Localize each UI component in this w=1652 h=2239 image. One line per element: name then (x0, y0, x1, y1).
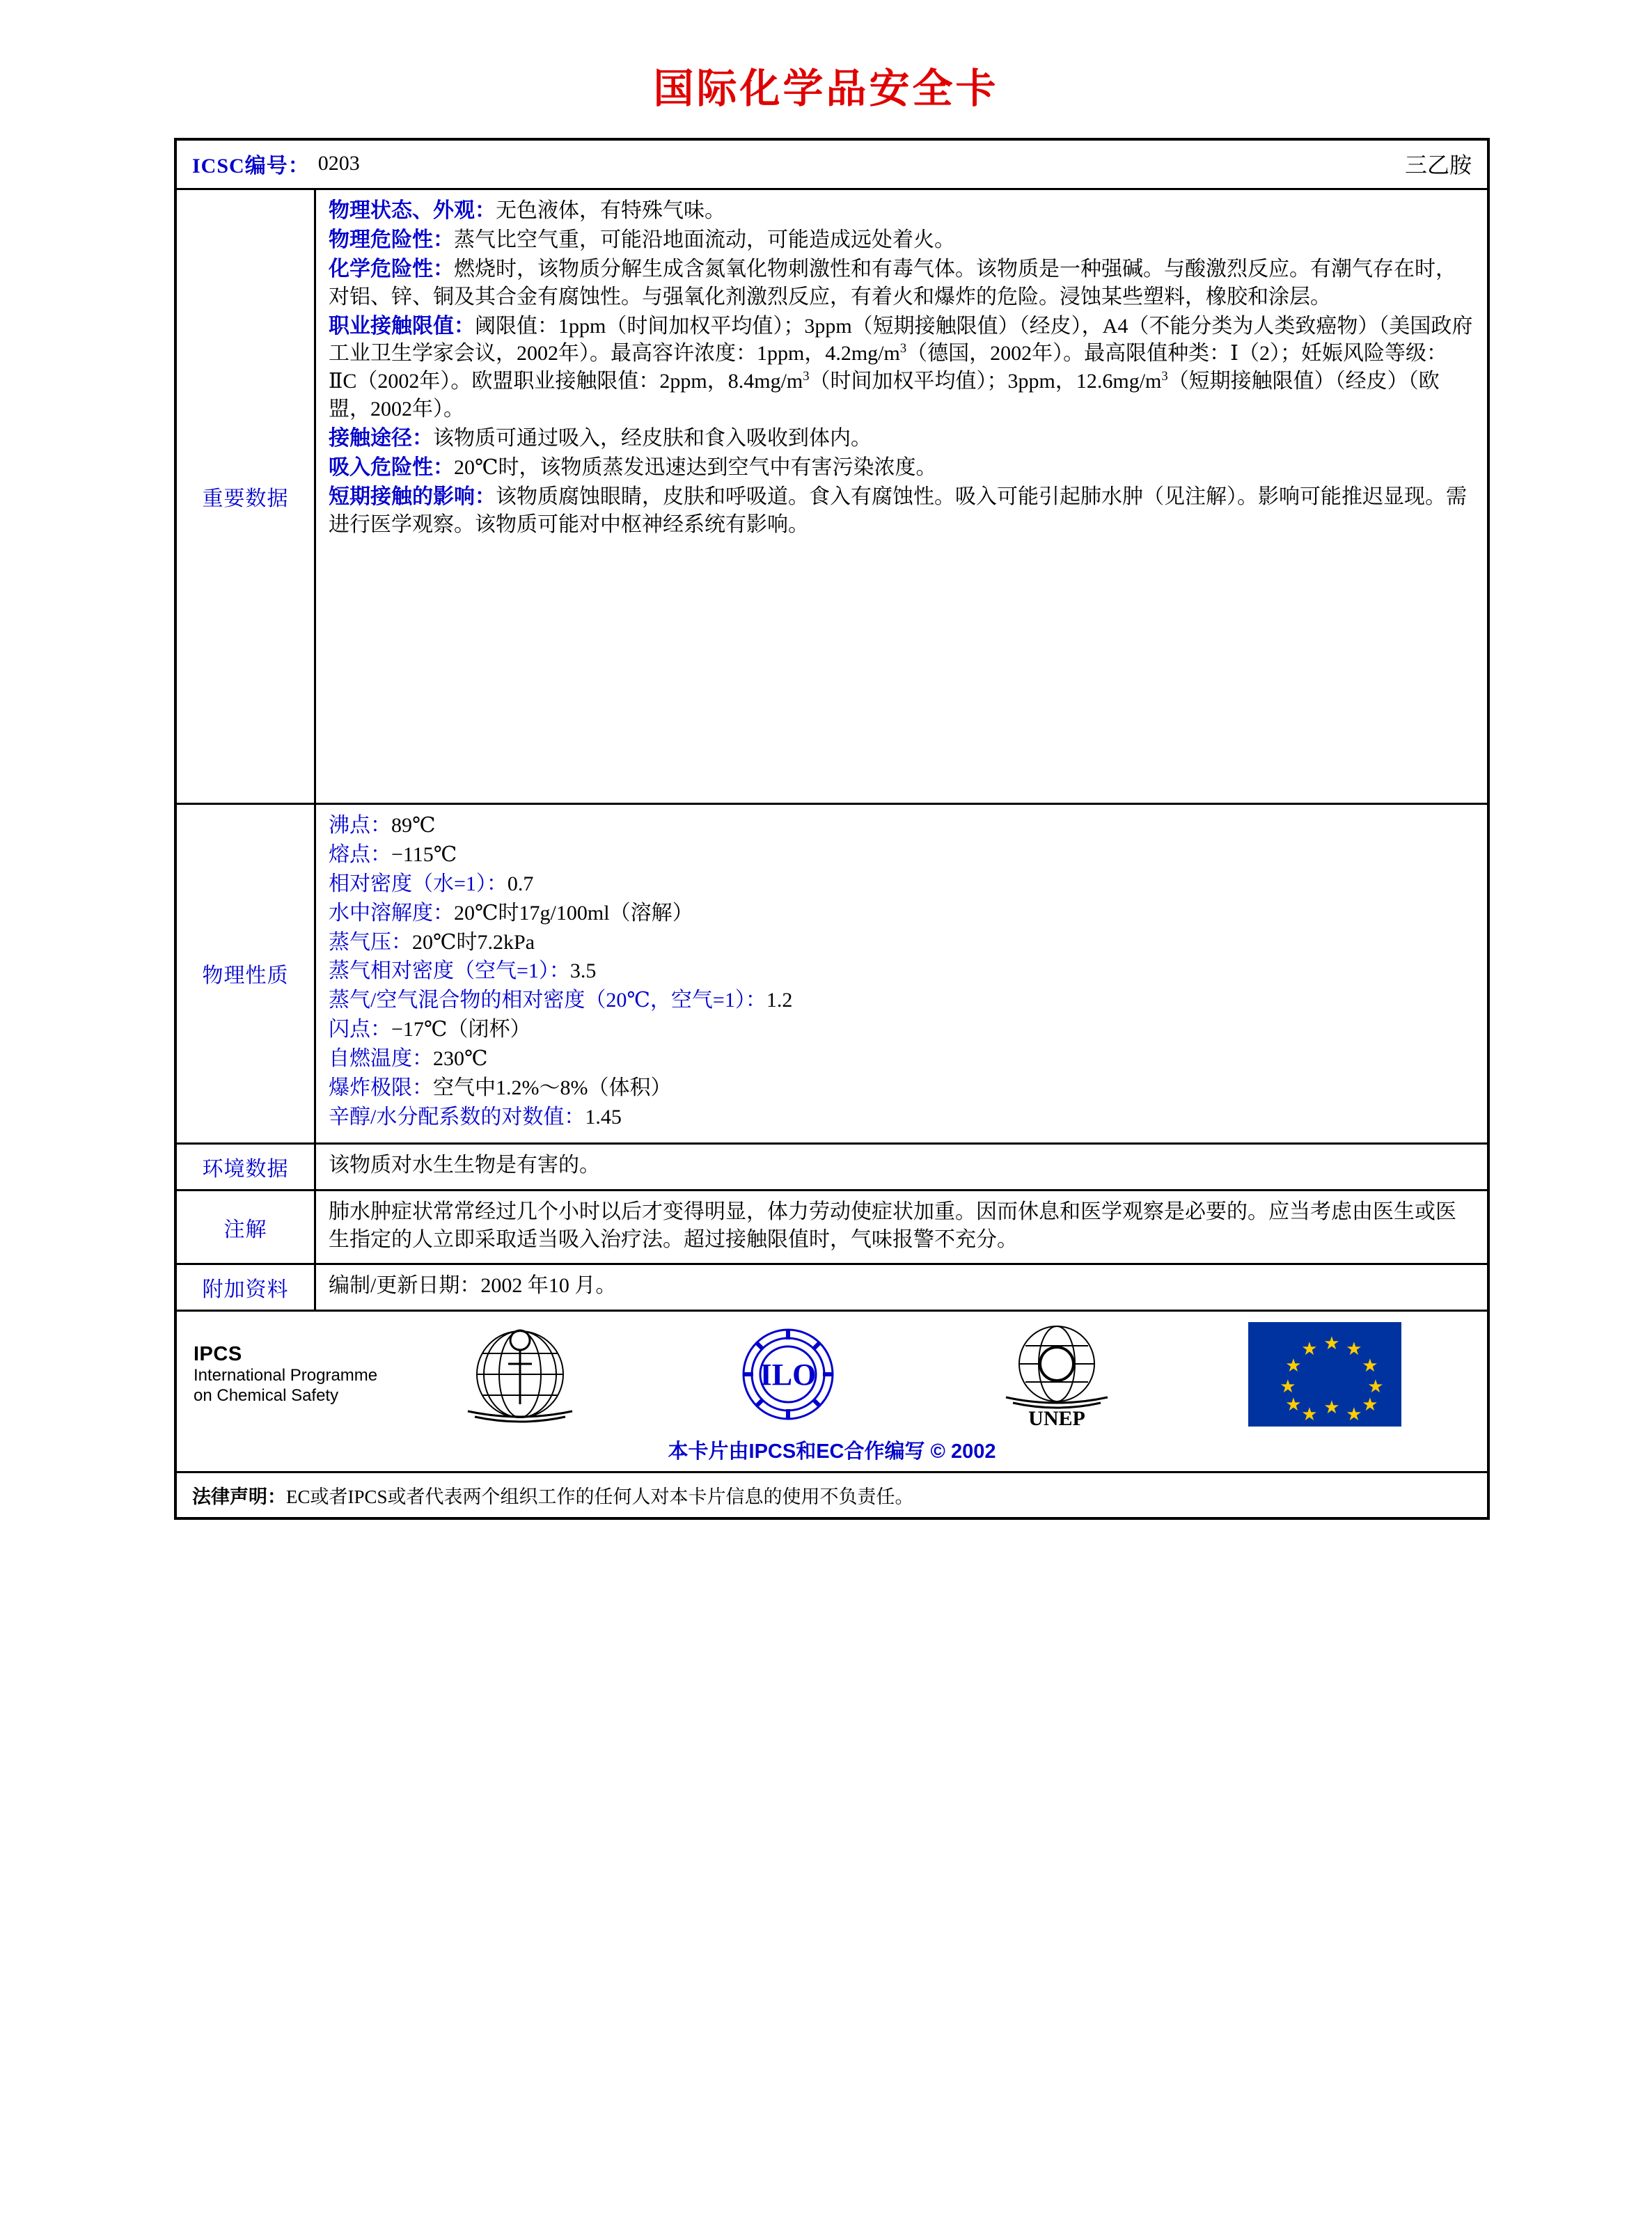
ilo-logo (711, 1319, 865, 1430)
section-physical-properties (177, 805, 1487, 1145)
card-header (177, 141, 1487, 190)
property-logpow (329, 1103, 1474, 1131)
entry-term: 职业接触限值： (329, 314, 475, 338)
property-term: 蒸气/空气混合物的相对密度（20℃，空气=1）： (329, 989, 766, 1012)
legal-notice (177, 1473, 1487, 1517)
property-value: 3.5 (569, 959, 597, 983)
property-value: 230℃ (433, 1047, 488, 1071)
property-boiling-point (329, 812, 1474, 840)
entry-chemical-hazards (329, 256, 1474, 311)
entry-term: 吸入危险性： (329, 456, 454, 480)
svg-text:ILO: ILO (760, 1358, 817, 1392)
property-explosive-limits (329, 1074, 1474, 1102)
icsc-card (174, 138, 1490, 1520)
substance-name: 三乙胺 (1404, 152, 1472, 178)
unep-logo (980, 1319, 1133, 1430)
property-value: 1.45 (585, 1105, 622, 1129)
property-value: −17℃（闭杯） (391, 1018, 531, 1042)
unep-label: UNEP (1028, 1406, 1085, 1429)
property-term: 熔点： (329, 842, 391, 866)
section-label-additional-info: 附加资料 (177, 1265, 316, 1310)
property-relative-density (329, 870, 1474, 898)
entry-physical-state (329, 197, 1474, 225)
eu-flag (1248, 1319, 1401, 1430)
section-content-notes: 肺水肿症状常常经过几个小时以后才变得明显，体力劳动使症状加重。因而休息和医学观察是必要的。应当考虑由医生或医生指定的人立即采取适当吸入治疗法。超过接触限值时，气味报警不充分。 (329, 1200, 1456, 1251)
entry-text: 该物质可通过吸入，经皮肤和食入吸收到体内。 (433, 427, 872, 450)
section-content-additional-info: 编制/更新日期：2002 年10 月。 (329, 1274, 617, 1298)
entry-term: 化学危险性： (329, 257, 454, 281)
property-term: 蒸气压： (329, 930, 412, 954)
entry-text: 该物质腐蚀眼睛，皮肤和呼吸道。食入有腐蚀性。吸入可能引起肺水肿（见注解）。影响可能推迟显现。需进行医学观察。该物质可能对中枢神经系统有影响。 (329, 485, 1467, 536)
property-value: 89℃ (391, 814, 436, 837)
entry-term: 短期接触的影响： (329, 485, 496, 508)
cooperation-note: 本卡片由IPCS和EC合作编写 © 2002 (668, 1440, 996, 1463)
property-vapour-pressure (329, 929, 1474, 957)
entry-exposure-limits (329, 313, 1474, 424)
section-environmental-data (177, 1145, 1487, 1191)
entry-physical-hazards (329, 226, 1474, 254)
legal-notice-label: 法律声明： (192, 1486, 286, 1508)
property-term: 相对密度（水=1）： (329, 872, 508, 895)
property-term: 闪点： (329, 1018, 391, 1042)
entry-term: 物理危险性： (329, 228, 454, 251)
entry-inhalation-risk (329, 454, 1474, 482)
entry-text: 阈限值：1ppm（时间加权平均值）；3ppm（短期接触限值）（经皮），A4（不能分类为人类致癌物）（美国政府工业卫生学家会议，2002年）。最高容许浓度：1ppm，$4.2mg/m^3$（德国，2002年）。最高限值种类：Ⅰ（2）；妊娠风险等级：ⅡC（2002年）。欧盟职业接触限值：2ppm，$8.4mg/m^3$（时间加权平均值）；3ppm，$12.6mg/m^3$（短期接触限值）（经皮）（欧盟，2002年）。 (329, 314, 1473, 421)
who-logo (443, 1319, 597, 1430)
section-label-notes: 注解 (177, 1191, 316, 1264)
property-term: 爆炸极限： (329, 1076, 433, 1100)
entry-text: 无色液体，有特殊气味。 (496, 199, 725, 222)
section-label-important-data: 重要数据 (177, 190, 316, 803)
entry-routes-of-exposure (329, 425, 1474, 453)
ipcs-title: IPCS (194, 1343, 242, 1366)
property-value: 空气中1.2%～8%（体积） (433, 1076, 672, 1100)
eu-flag-field: ★ ★ ★ ★ ★ ★ ★ ★ ★ ★ ★ ★ (1248, 1322, 1401, 1427)
property-value: 20℃时17g/100ml（溶解） (454, 901, 693, 925)
property-term: 辛醇/水分配系数的对数值： (329, 1105, 585, 1129)
entry-short-term-effects (329, 483, 1474, 539)
property-term: 沸点： (329, 814, 391, 837)
entry-text: 蒸气比空气重，可能沿地面流动，可能造成远处着火。 (454, 228, 955, 251)
property-vapour-air-mixture-density (329, 987, 1474, 1014)
ipcs-subtitle: International Programme on Chemical Safety (194, 1366, 378, 1405)
section-important-data (177, 190, 1487, 805)
section-label-environmental-data: 环境数据 (177, 1145, 316, 1189)
entry-text: 20℃时，该物质蒸发迅速达到空气中有害污染浓度。 (454, 456, 937, 480)
property-term: 自燃温度： (329, 1047, 433, 1071)
property-water-solubility (329, 899, 1474, 927)
legal-notice-text: EC或者IPCS或者代表两个组织工作的任何人对本卡片信息的使用不负责任。 (286, 1486, 914, 1508)
property-auto-ignition-temperature (329, 1045, 1474, 1073)
property-value: 1.2 (766, 989, 793, 1012)
footer-logos-row (177, 1312, 1487, 1473)
property-value: 0.7 (507, 872, 534, 895)
logo-group (386, 1319, 1487, 1430)
property-term: 水中溶解度： (329, 901, 454, 925)
property-vapour-relative-density (329, 957, 1474, 985)
property-flash-point (329, 1016, 1474, 1044)
entry-term: 接触途径： (329, 427, 433, 450)
property-term: 蒸气相对密度（空气=1）： (329, 959, 570, 983)
section-additional-info (177, 1265, 1487, 1312)
section-content-environmental-data: 该物质对水生生物是有害的。 (329, 1153, 600, 1177)
section-content-physical-properties (316, 805, 1487, 1142)
property-melting-point (329, 841, 1474, 869)
section-content-important-data (316, 190, 1487, 803)
icsc-number-label: ICSC编号： (192, 155, 310, 178)
property-value: 20℃时7.2kPa (412, 930, 535, 954)
page-title: 国际化学品安全卡 (653, 66, 999, 111)
section-notes (177, 1191, 1487, 1266)
entry-term: 物理状态、外观： (329, 199, 496, 222)
ipcs-block (177, 1343, 386, 1406)
entry-text: 燃烧时，该物质分解生成含氮氧化物刺激性和有毒气体。该物质是一种强碱。与酸激烈反应。有潮气存在时，对铝、锌、铜及其合金有腐蚀性。与强氧化剂激烈反应，有着火和爆炸的危险。浸蚀某些塑料，橡胶和涂层。 (329, 257, 1456, 308)
section-label-physical-properties: 物理性质 (177, 805, 316, 1142)
property-value: −115℃ (391, 842, 457, 866)
icsc-number-value: 0203 (317, 152, 360, 175)
